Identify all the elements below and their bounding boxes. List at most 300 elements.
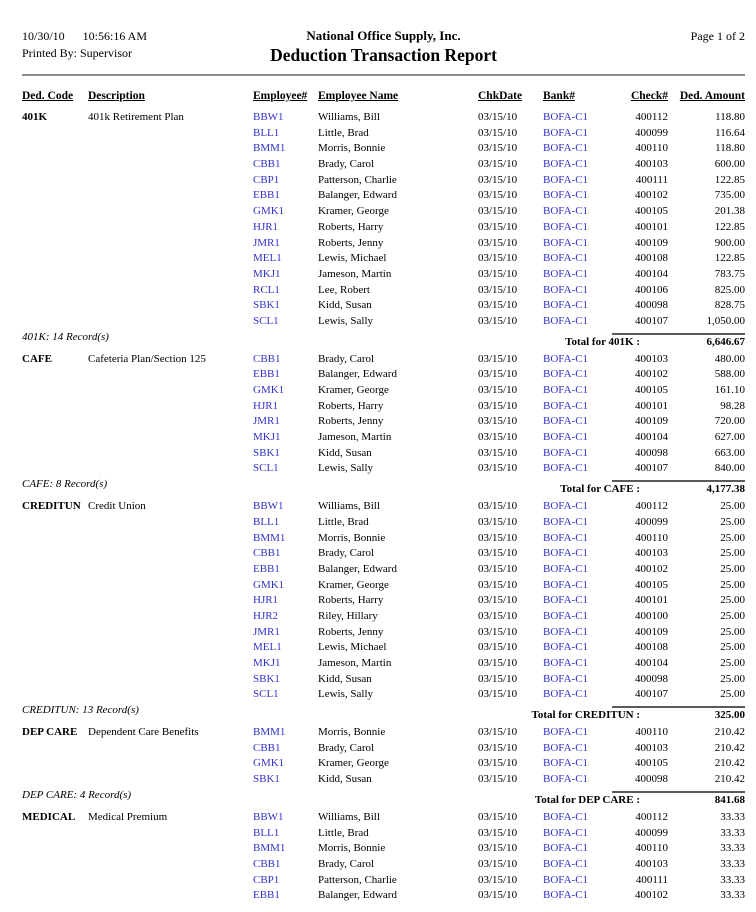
deduction-code-cell (22, 772, 88, 788)
table-row (22, 352, 745, 368)
bank-code-link[interactable]: BOFA-C1 (543, 173, 589, 186)
employee-name-cell: Brady, Carol (318, 741, 375, 754)
table-row (22, 857, 745, 873)
employee-name-cell: Balanger, Edward (318, 189, 397, 202)
employee-code-link[interactable]: MKJ1 (253, 657, 281, 669)
employee-code-link[interactable]: CBP1 (253, 173, 280, 186)
check-number-cell: 400110 (635, 531, 668, 544)
description-cell (88, 188, 253, 204)
employee-name-cell: Lewis, Sally (318, 688, 373, 701)
chkdate-cell: 03/15/10 (478, 857, 518, 870)
deduction-code-cell (22, 593, 88, 609)
employee-name-cell: Balanger, Edward (318, 562, 397, 575)
bank-code-link[interactable]: BOFA-C1 (543, 111, 589, 123)
bank-code-link[interactable]: BOFA-C1 (543, 641, 589, 654)
col-header-ded-amount: Ded. Amount (679, 90, 745, 102)
deduction-amount-cell: 33.33 (720, 873, 745, 886)
deduction-amount-cell: 25.00 (720, 578, 745, 591)
deduction-amount-cell: 33.33 (720, 842, 745, 855)
bank-code-link[interactable]: BOFA-C1 (543, 446, 589, 459)
bank-code-link[interactable]: BOFA-C1 (543, 352, 589, 365)
bank-code-link[interactable]: BOFA-C1 (543, 594, 589, 607)
chkdate-cell: 03/15/10 (478, 352, 518, 365)
deduction-amount-cell: 210.42 (714, 773, 745, 786)
check-number-cell: 400105 (635, 757, 668, 770)
check-number-cell: 400103 (635, 547, 668, 560)
table-row (22, 772, 745, 788)
description-cell (88, 741, 253, 757)
bank-code-link[interactable]: BOFA-C1 (543, 889, 589, 902)
employee-name-cell: Brady, Carol (318, 158, 375, 171)
employee-code-link[interactable]: MKJ1 (253, 267, 281, 280)
deduction-code-cell (22, 414, 88, 430)
employee-name-cell: Patterson, Charlie (318, 873, 397, 886)
employee-code-link[interactable]: BMM1 (253, 142, 286, 155)
chkdate-cell: 03/15/10 (478, 236, 518, 249)
deduction-amount-cell: 33.33 (720, 857, 745, 870)
print-info (22, 28, 270, 62)
employee-code-link[interactable]: BMM1 (253, 726, 286, 739)
employee-code-link[interactable]: CBB1 (253, 547, 281, 560)
chkdate-cell: 03/15/10 (478, 111, 518, 123)
deduction-amount-cell: 900.00 (714, 236, 745, 249)
table-row (22, 446, 745, 462)
check-number-cell: 400112 (635, 810, 668, 823)
bank-code-link[interactable]: BOFA-C1 (543, 578, 589, 591)
description-cell (88, 367, 253, 383)
deduction-amount-cell: 1,050.00 (706, 314, 745, 327)
employee-code-link[interactable]: CBB1 (253, 158, 281, 171)
deduction-amount-cell: 122.85 (714, 252, 745, 265)
table-row (22, 298, 745, 314)
description-cell (88, 251, 253, 267)
chkdate-cell: 03/15/10 (478, 757, 518, 770)
bank-code-link[interactable]: BOFA-C1 (543, 826, 589, 839)
employee-name-cell: Lewis, Michael (318, 252, 387, 265)
deduction-code-cell (22, 383, 88, 399)
description-cell (88, 546, 253, 562)
employee-code-link[interactable]: GMK1 (253, 578, 285, 591)
check-number-cell: 400107 (635, 462, 668, 475)
table-row (22, 251, 745, 267)
bank-code-link[interactable]: BOFA-C1 (543, 672, 589, 685)
check-number-cell: 400111 (635, 873, 668, 886)
check-number-cell: 400102 (635, 562, 668, 575)
check-number-cell: 400100 (635, 609, 668, 622)
check-number-cell: 400102 (635, 368, 668, 381)
description-cell (88, 399, 253, 415)
chkdate-cell: 03/15/10 (478, 126, 518, 139)
deduction-code-cell (22, 672, 88, 688)
description-cell (88, 157, 253, 173)
report-title-block (270, 28, 497, 66)
table-row (22, 687, 745, 703)
bank-code-link[interactable]: BOFA-C1 (543, 126, 589, 139)
employee-code-link[interactable]: SBK1 (253, 773, 280, 786)
deduction-code-cell (22, 204, 88, 220)
chkdate-cell: 03/15/10 (478, 562, 518, 575)
chkdate-cell: 03/15/10 (478, 726, 518, 739)
employee-code-link[interactable]: EBB1 (253, 889, 280, 902)
chkdate-cell: 03/15/10 (478, 810, 518, 823)
col-header-description: Description (88, 90, 145, 102)
deduction-amount-cell: 98.28 (720, 399, 745, 412)
description-cell (88, 841, 253, 857)
deduction-amount-cell: 118.80 (715, 111, 745, 123)
bank-code-link[interactable]: BOFA-C1 (543, 531, 589, 544)
section-total (532, 709, 745, 721)
bank-code-link[interactable]: BOFA-C1 (543, 688, 589, 701)
employee-name-cell: Williams, Bill (318, 111, 380, 123)
bank-code-link[interactable]: BOFA-C1 (543, 384, 589, 396)
employee-code-link[interactable]: JMR1 (253, 625, 280, 638)
deduction-code-cell (22, 188, 88, 204)
total-rule (612, 333, 745, 335)
print-time: 10:56:16 AM (82, 29, 148, 43)
bank-code-link[interactable]: BOFA-C1 (543, 562, 589, 575)
deduction-amount-cell: 627.00 (714, 431, 745, 444)
employee-name-cell: Balanger, Edward (318, 368, 397, 381)
bank-code-link[interactable]: BOFA-C1 (543, 773, 589, 786)
chkdate-cell: 03/15/10 (478, 299, 518, 312)
employee-name-cell: Kramer, George (318, 578, 389, 591)
employee-code-link[interactable]: JMR1 (253, 415, 280, 428)
deduction-code-cell (22, 461, 88, 477)
employee-code-link[interactable]: MEL1 (253, 252, 282, 265)
bank-code-link[interactable]: BOFA-C1 (543, 810, 589, 823)
bank-code-link[interactable]: BOFA-C1 (543, 500, 589, 513)
employee-code-link[interactable]: HJR1 (253, 594, 279, 607)
description-cell (88, 609, 253, 625)
description-cell: Cafeteria Plan/Section 125 (88, 352, 206, 365)
employee-code-link[interactable]: HJR1 (253, 399, 279, 412)
deduction-code-cell (22, 399, 88, 415)
check-number-cell: 400102 (635, 889, 668, 902)
check-number-cell: 400101 (635, 399, 668, 412)
description-cell (88, 141, 253, 157)
bank-code-link[interactable]: BOFA-C1 (543, 205, 589, 218)
total-label: Total for 401K : (565, 335, 640, 348)
deduction-code-cell (22, 283, 88, 299)
deduction-code-cell (22, 687, 88, 703)
bank-code-link[interactable]: BOFA-C1 (543, 267, 589, 280)
table-row (22, 756, 745, 772)
total-amount: 6,646.67 (706, 335, 745, 348)
check-number-cell: 400102 (635, 189, 668, 202)
employee-code-link[interactable]: EBB1 (253, 189, 280, 202)
bank-code-link[interactable]: BOFA-C1 (543, 462, 589, 475)
deduction-amount-cell: 25.00 (720, 531, 745, 544)
deduction-code-cell (22, 562, 88, 578)
bank-code-link[interactable]: BOFA-C1 (543, 158, 589, 171)
bank-code-link[interactable]: BOFA-C1 (543, 857, 589, 870)
bank-code-link[interactable]: BOFA-C1 (543, 625, 589, 638)
bank-code-link[interactable]: BOFA-C1 (543, 609, 589, 622)
check-number-cell: 400103 (635, 741, 668, 754)
employee-code-link[interactable]: CBB1 (253, 741, 281, 754)
check-number-cell: 400104 (635, 657, 668, 669)
section-summary (22, 330, 745, 352)
table-row (22, 220, 745, 236)
table-row (22, 499, 745, 515)
employee-name-cell: Roberts, Harry (318, 399, 384, 412)
deduction-code-cell (22, 741, 88, 757)
section-summary (22, 788, 745, 810)
employee-code-link[interactable]: BLL1 (253, 126, 280, 139)
table-row (22, 826, 745, 842)
employee-code-link[interactable]: SCL1 (253, 462, 279, 475)
chkdate-cell: 03/15/10 (478, 415, 518, 428)
bank-code-link[interactable]: BOFA-C1 (543, 657, 589, 669)
deduction-code-cell (22, 841, 88, 857)
employee-code-link[interactable]: HJR2 (253, 609, 279, 622)
bank-code-link[interactable]: BOFA-C1 (543, 252, 589, 265)
check-number-cell: 400109 (635, 236, 668, 249)
employee-code-link[interactable]: CBB1 (253, 857, 281, 870)
deduction-amount-cell: 118.80 (715, 142, 745, 155)
table-row (22, 267, 745, 283)
section-total (535, 794, 745, 806)
deduction-code-cell (22, 756, 88, 772)
table-row (22, 188, 745, 204)
employee-code-link[interactable]: BMM1 (253, 531, 286, 544)
section-total (565, 336, 745, 348)
company-name: National Office Supply, Inc. (306, 28, 461, 43)
chkdate-cell: 03/15/10 (478, 873, 518, 886)
chkdate-cell: 03/15/10 (478, 773, 518, 786)
table-row (22, 656, 745, 672)
bank-code-link[interactable]: BOFA-C1 (543, 283, 589, 296)
employee-name-cell: Kramer, George (318, 757, 389, 770)
description-cell (88, 515, 253, 531)
employee-name-cell: Morris, Bonnie (318, 726, 386, 739)
bank-code-link[interactable]: BOFA-C1 (543, 142, 589, 155)
table-row (22, 515, 745, 531)
bank-code-link[interactable]: BOFA-C1 (543, 842, 589, 855)
record-count: CREDITUN: 13 Record(s) (22, 704, 139, 717)
deduction-amount-cell: 25.00 (720, 594, 745, 607)
employee-name-cell: Balanger, Edward (318, 889, 397, 902)
employee-name-cell: Morris, Bonnie (318, 142, 386, 155)
deduction-amount-cell: 25.00 (720, 688, 745, 701)
employee-code-link[interactable]: MEL1 (253, 641, 282, 654)
chkdate-cell: 03/15/10 (478, 842, 518, 855)
employee-code-link[interactable]: BLL1 (253, 515, 280, 528)
bank-code-link[interactable]: BOFA-C1 (543, 547, 589, 560)
description-cell (88, 578, 253, 594)
deduction-code-cell (22, 157, 88, 173)
col-header-check-num: Check# (630, 90, 668, 102)
table-row (22, 810, 745, 826)
employee-code-link[interactable]: CBP1 (253, 873, 280, 886)
col-header-employee-num: Employee# (253, 90, 308, 102)
bank-code-link[interactable]: BOFA-C1 (543, 399, 589, 412)
bank-code-link[interactable]: BOFA-C1 (543, 415, 589, 428)
table-row (22, 578, 745, 594)
chkdate-cell: 03/15/10 (478, 399, 518, 412)
description-cell (88, 531, 253, 547)
deduction-amount-cell: 33.33 (720, 810, 745, 823)
bank-code-link[interactable]: BOFA-C1 (543, 236, 589, 249)
chkdate-cell: 03/15/10 (478, 368, 518, 381)
employee-name-cell: Kramer, George (318, 384, 389, 396)
employee-name-cell: Brady, Carol (318, 547, 375, 560)
deduction-amount-cell: 663.00 (714, 446, 745, 459)
employee-code-link[interactable]: GMK1 (253, 384, 285, 396)
deduction-code-cell (22, 888, 88, 904)
description-cell: Medical Premium (88, 810, 168, 823)
employee-code-link[interactable]: SCL1 (253, 688, 279, 701)
col-header-chkdate: ChkDate (478, 90, 523, 102)
deduction-amount-cell: 33.33 (720, 889, 745, 902)
description-cell (88, 656, 253, 672)
deduction-amount-cell: 116.64 (715, 126, 745, 139)
deduction-code-cell (22, 515, 88, 531)
deduction-amount-cell: 600.00 (714, 158, 745, 171)
employee-name-cell: Brady, Carol (318, 857, 375, 870)
chkdate-cell: 03/15/10 (478, 741, 518, 754)
deduction-amount-cell: 825.00 (714, 283, 745, 296)
check-number-cell: 400101 (635, 220, 668, 233)
description-cell (88, 314, 253, 330)
bank-code-link[interactable]: BOFA-C1 (543, 368, 589, 381)
bank-code-link[interactable]: BOFA-C1 (543, 299, 589, 312)
employee-code-link[interactable]: SCL1 (253, 314, 279, 327)
chkdate-cell: 03/15/10 (478, 578, 518, 591)
employee-code-link[interactable]: JMR1 (253, 236, 280, 249)
description-cell (88, 298, 253, 314)
description-cell (88, 593, 253, 609)
employee-code-link[interactable]: MKJ1 (253, 431, 281, 444)
check-number-cell: 400112 (635, 500, 668, 513)
employee-code-link[interactable]: BBW1 (253, 111, 284, 123)
check-number-cell: 400104 (635, 431, 668, 444)
col-header-employee-name: Employee Name (318, 90, 399, 102)
table-row (22, 367, 745, 383)
check-number-cell: 400104 (635, 267, 668, 280)
bank-code-link[interactable]: BOFA-C1 (543, 757, 589, 770)
col-header-bank-num: Bank# (543, 90, 575, 102)
deduction-code-cell: 401K (22, 111, 48, 123)
employee-code-link[interactable]: BBW1 (253, 810, 284, 823)
deduction-amount-cell: 588.00 (714, 368, 745, 381)
description-cell: 401k Retirement Plan (88, 111, 184, 123)
deduction-amount-cell: 783.75 (714, 267, 745, 280)
employee-code-link[interactable]: RCL1 (253, 283, 280, 296)
chkdate-cell: 03/15/10 (478, 220, 518, 233)
chkdate-cell: 03/15/10 (478, 205, 518, 218)
bank-code-link[interactable]: BOFA-C1 (543, 515, 589, 528)
deduction-code-cell: MEDICAL (22, 810, 76, 823)
total-label: Total for CREDITUN : (531, 709, 640, 722)
employee-code-link[interactable]: BBW1 (253, 500, 284, 513)
bank-code-link[interactable]: BOFA-C1 (543, 726, 589, 739)
column-header-row (22, 90, 745, 110)
chkdate-cell: 03/15/10 (478, 672, 518, 685)
employee-name-cell: Little, Brad (318, 515, 369, 528)
bank-code-link[interactable]: BOFA-C1 (543, 741, 589, 754)
employee-code-link[interactable]: EBB1 (253, 562, 280, 575)
employee-code-link[interactable]: BMM1 (253, 842, 286, 855)
deduction-amount-cell: 210.42 (714, 741, 745, 754)
description-cell: Credit Union (88, 500, 146, 513)
deduction-code-cell (22, 578, 88, 594)
employee-code-link[interactable]: SBK1 (253, 446, 280, 459)
description-cell (88, 173, 253, 189)
bank-code-link[interactable]: BOFA-C1 (543, 431, 589, 444)
employee-code-link[interactable]: GMK1 (253, 205, 285, 218)
total-rule (612, 706, 745, 708)
header-rule (22, 74, 745, 76)
check-number-cell: 400098 (635, 446, 668, 459)
check-number-cell: 400099 (635, 515, 668, 528)
bank-code-link[interactable]: BOFA-C1 (543, 873, 589, 886)
print-date: 10/30/10 (22, 29, 65, 43)
bank-code-link[interactable]: BOFA-C1 (543, 189, 589, 202)
employee-name-cell: Lee, Robert (318, 283, 370, 296)
description-cell (88, 461, 253, 477)
employee-name-cell: Little, Brad (318, 826, 369, 839)
deduction-code-cell (22, 236, 88, 252)
description-cell (88, 430, 253, 446)
check-number-cell: 400105 (635, 578, 668, 591)
employee-code-link[interactable]: SBK1 (253, 672, 280, 685)
deduction-amount-cell: 25.00 (720, 641, 745, 654)
record-count: 401K: 14 Record(s) (22, 330, 109, 343)
employee-name-cell: Kidd, Susan (318, 773, 372, 786)
deduction-amount-cell: 25.00 (720, 625, 745, 638)
employee-code-link[interactable]: SBK1 (253, 299, 280, 312)
deduction-amount-cell: 25.00 (720, 500, 745, 513)
employee-name-cell: Kidd, Susan (318, 446, 372, 459)
description-cell (88, 204, 253, 220)
deduction-code-cell (22, 141, 88, 157)
chkdate-cell: 03/15/10 (478, 267, 518, 280)
employee-name-cell: Jameson, Martin (318, 657, 392, 669)
chkdate-cell: 03/15/10 (478, 431, 518, 444)
record-count: CAFE: 8 Record(s) (22, 478, 108, 491)
check-number-cell: 400099 (635, 826, 668, 839)
employee-code-link[interactable]: BLL1 (253, 826, 280, 839)
employee-name-cell: Little, Brad (318, 126, 369, 139)
total-rule (612, 480, 745, 482)
check-number-cell: 400110 (635, 142, 668, 155)
bank-code-link[interactable]: BOFA-C1 (543, 314, 589, 327)
deduction-code-cell (22, 446, 88, 462)
employee-code-link[interactable]: EBB1 (253, 368, 280, 381)
deduction-code-cell (22, 314, 88, 330)
table-row (22, 173, 745, 189)
employee-code-link[interactable]: CBB1 (253, 352, 281, 365)
employee-name-cell: Brady, Carol (318, 352, 375, 365)
employee-name-cell: Kramer, George (318, 205, 389, 218)
table-row (22, 531, 745, 547)
employee-name-cell: Lewis, Sally (318, 314, 373, 327)
chkdate-cell: 03/15/10 (478, 688, 518, 701)
description-cell: Dependent Care Benefits (88, 726, 199, 739)
chkdate-cell: 03/15/10 (478, 252, 518, 265)
employee-code-link[interactable]: GMK1 (253, 757, 285, 770)
employee-name-cell: Roberts, Jenny (318, 415, 384, 428)
check-number-cell: 400103 (635, 158, 668, 171)
employee-code-link[interactable]: HJR1 (253, 220, 279, 233)
deduction-amount-cell: 480.00 (714, 352, 745, 365)
table-row (22, 141, 745, 157)
bank-code-link[interactable]: BOFA-C1 (543, 220, 589, 233)
employee-name-cell: Lewis, Michael (318, 641, 387, 654)
table-row (22, 593, 745, 609)
chkdate-cell: 03/15/10 (478, 283, 518, 296)
